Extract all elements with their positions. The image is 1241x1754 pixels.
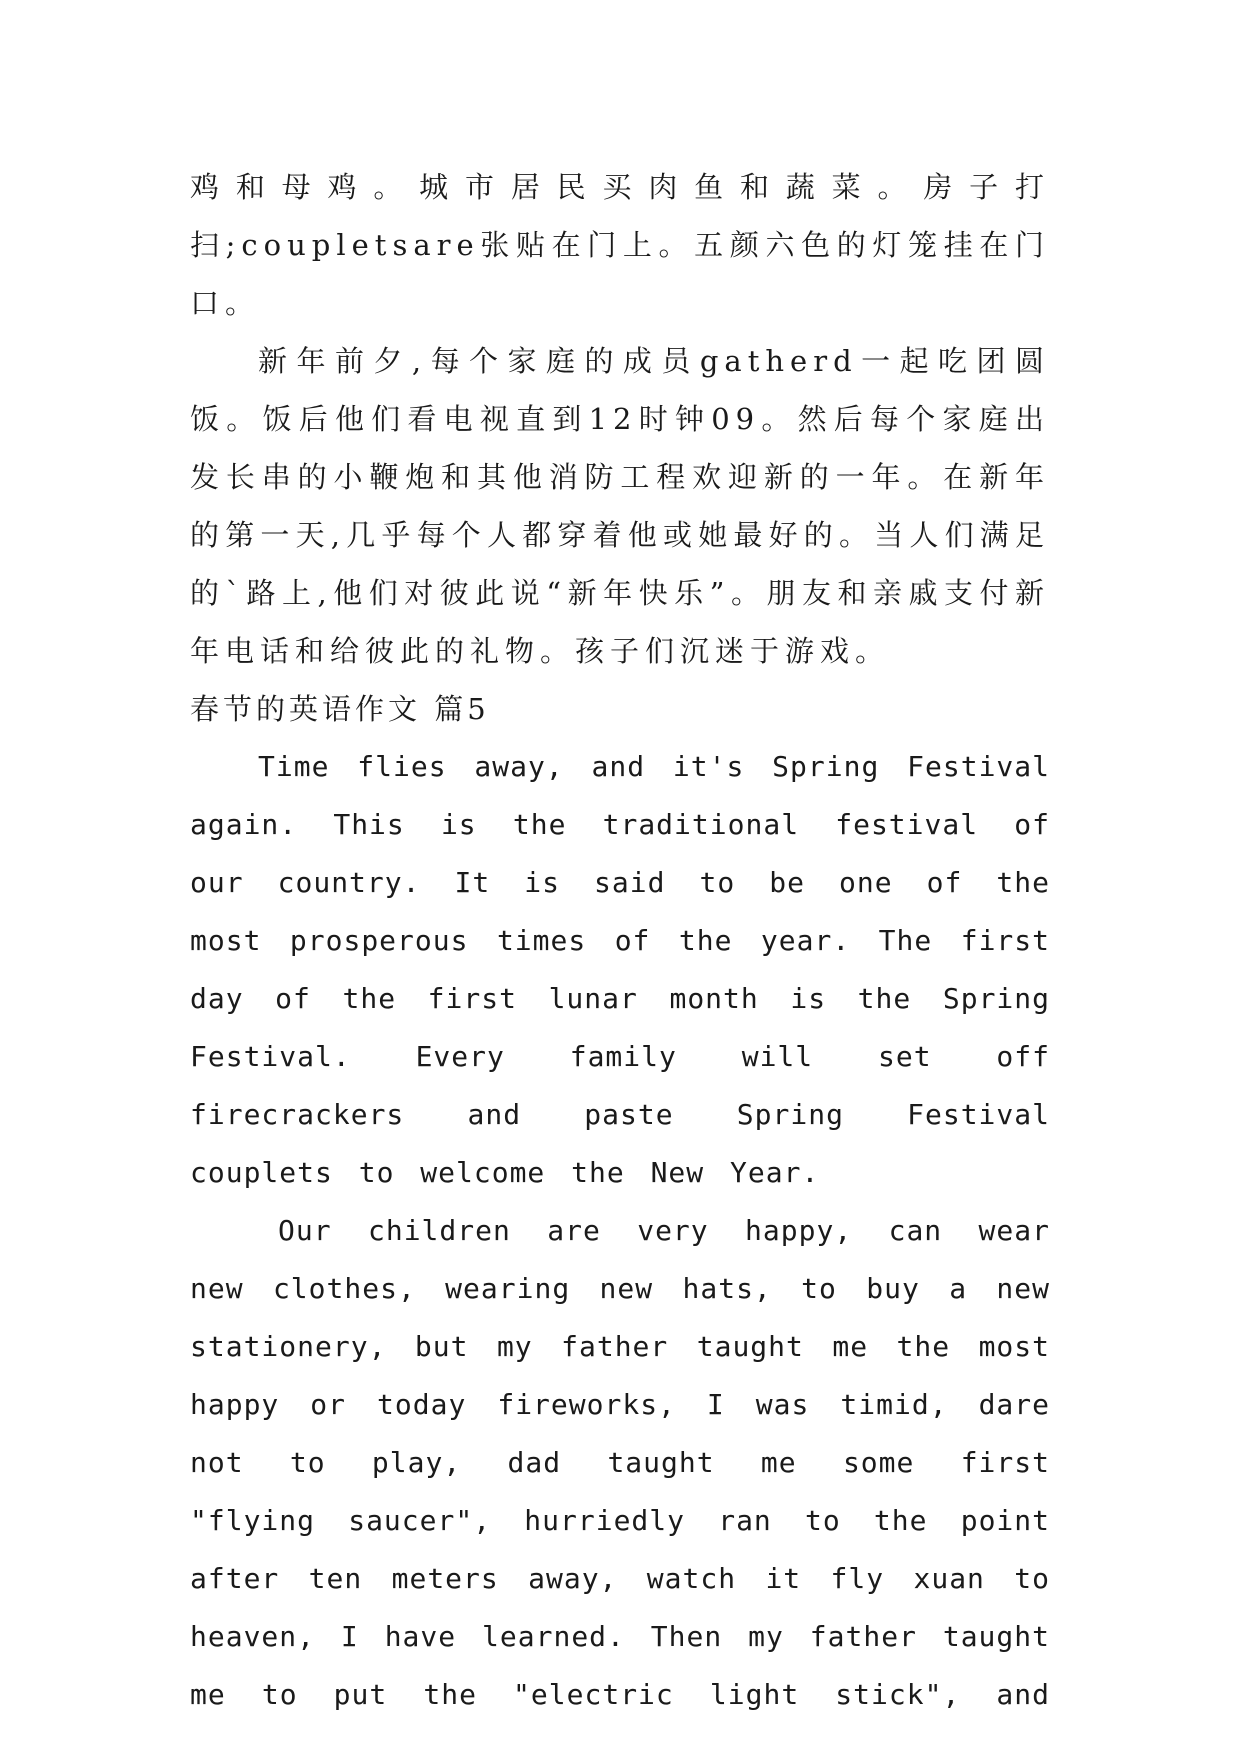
paragraph-zh-1: 鸡和母鸡。城市居民买肉鱼和蔬菜。房子打扫;coupletsare张贴在门上。五颜六色的灯笼挂在门口。 [190,170,1050,320]
document-body [190,158,1050,1724]
paragraph-zh-2: 新年前夕,每个家庭的成员gatherd一起吃团圆饭。饭后他们看电视直到12时钟09。然后每个家庭出发长串的小鞭炮和其他消防工程欢迎新的一年。在新年的第一天,几乎每个人都穿着他或她最好的。当人们满足的`路上,他们对彼此说“新年快乐”。朋友和亲戚支付新年电话和给彼此的礼物。孩子们沉迷于游戏。 [190,344,1050,668]
paragraph-en-2: Our children are very happy, can wear new clothes, wearing new hats, to buy a new stationery, but my father taught me the most happy or today fireworks, I was timid, dare not to play, dad taught me some first "flying saucer", hurriedly ran to the point after ten meters away, watch it fly xuan to heaven, I have learned. Then my father taught me to put the "electric light stick", and [190,1214,1050,1711]
section-heading: 春节的英语作文 篇5 [190,692,490,726]
paragraph-en-1: Time flies away, and it's Spring Festival again. This is the traditional festival of our country. It is said to be one of the most prosperous times of the year. The first day of the first lunar month is the Spring Festival. Every family will set off firecrackers and paste Spring Festival couplets to welcome the New Year. [190,750,1050,1189]
